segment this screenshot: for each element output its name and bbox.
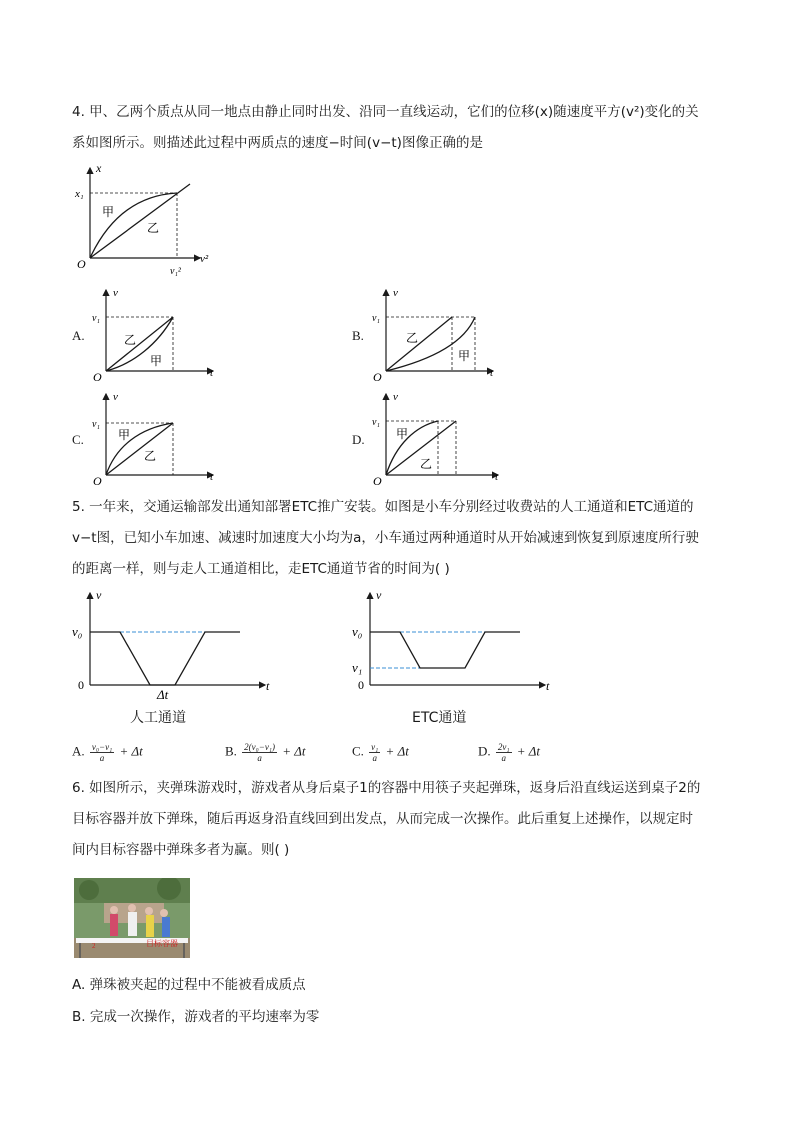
marble-game-photo <box>74 878 190 958</box>
q5-choice-c-label: C. <box>352 743 364 759</box>
opt-c-o: O <box>93 474 102 488</box>
q4-line-2: 系如图所示。则描述此过程中两质点的速度−时间(v−t)图像正确的是 <box>72 135 483 151</box>
q5-choice-a-tail: + Δt <box>119 743 143 759</box>
opt-b-upper: 乙 <box>406 331 419 345</box>
q5l-v: v <box>96 588 102 602</box>
q4-main-graph <box>70 160 230 280</box>
q4-option-d-label[interactable]: D. <box>352 432 365 447</box>
q6-line-1: 6. 如图所示，夹弹珠游戏时，游戏者从身后桌子1的容器中用筷子夹起弹珠，返身后沿直线运送到桌子2的 <box>72 780 701 796</box>
q5-choice-c[interactable] <box>352 742 409 763</box>
q5r-v0: v₀ <box>352 624 363 639</box>
q5-choice-b-num: 2(v₀−v₁) <box>244 742 275 752</box>
opt-a-t: t <box>210 367 214 379</box>
opt-c-lower: 乙 <box>144 449 157 463</box>
q5-choice-d-label: D. <box>478 743 491 759</box>
line-yi <box>90 184 190 258</box>
q5-etc-lane-graph <box>350 585 560 705</box>
q5-choice-b[interactable] <box>225 742 306 763</box>
q4-option-a-graph[interactable] <box>88 284 223 384</box>
q5-choice-d[interactable] <box>478 742 540 763</box>
q4-line-1: 4. 甲、乙两个质点从同一地点由静止同时出发、沿同一直线运动，它们的位移(x)随速度平方(v²)变化的关 <box>72 104 699 120</box>
q5-choice-a[interactable] <box>72 742 143 763</box>
opt-c-t: t <box>210 471 214 483</box>
q5-choice-a-num: v₀−v₁ <box>91 742 113 752</box>
q5l-t: t <box>266 679 270 693</box>
q5r-zero: 0 <box>358 678 364 692</box>
opt-c-upper: 甲 <box>118 428 131 442</box>
q5l-delta: Δt <box>157 687 169 702</box>
q5-choice-d-num: 2v₁ <box>497 742 510 752</box>
q5-choice-c-den: a <box>372 753 377 763</box>
q6-line-2: 目标容器并放下弹珠，随后再返身沿直线回到出发点，从而完成一次操作。此后重复上述操作，以规定时 <box>72 811 693 827</box>
opt-d-v1: v₁ <box>372 417 380 428</box>
photo-target-text: 目标容器 <box>146 939 178 948</box>
opt-b-o: O <box>373 370 382 384</box>
opt-b-v: v <box>393 287 398 299</box>
q5-line-1: 5. 一年来，交通运输部发出通知部署ETC推广安装。如图是小车分别经过收费站的人工通道和ETC通道的 <box>72 499 694 515</box>
q4-option-b-label[interactable]: B. <box>352 328 364 343</box>
opt-a-v1: v₁ <box>92 313 100 324</box>
opt-d-lower: 乙 <box>420 457 433 471</box>
origin-label: O <box>77 257 86 271</box>
q4-option-b-graph[interactable] <box>368 284 503 384</box>
opt-d-upper: 甲 <box>396 427 409 441</box>
q5l-v0: v₀ <box>72 624 83 639</box>
opt-a-o: O <box>93 370 102 384</box>
opt-a-upper: 乙 <box>124 333 137 347</box>
opt-d-o: O <box>373 474 382 488</box>
y-label: x <box>96 161 102 175</box>
q4-option-a-label[interactable]: A. <box>72 328 85 343</box>
q5-left-caption: 人工通道 <box>130 710 186 726</box>
q5-manual-lane-graph <box>70 585 280 705</box>
q5-choice-c-frac <box>369 742 380 763</box>
q5-choice-a-frac <box>90 742 114 763</box>
q5-choice-b-tail: + Δt <box>282 743 306 759</box>
q5-choice-c-num: v₁ <box>371 742 379 752</box>
x-tick: v₁² <box>170 266 181 277</box>
q6-line-3: 间内目标容器中弹珠多者为赢。则( ) <box>72 842 290 858</box>
opt-a-v: v <box>113 287 118 299</box>
photo-table-number: 2 <box>92 942 96 950</box>
opt-c-v: v <box>113 391 118 403</box>
q5r-v1: v₁ <box>352 660 363 675</box>
opt-d-t: t <box>495 471 499 483</box>
x-label: v² <box>200 253 209 265</box>
opt-d-v: v <box>393 391 398 403</box>
q5-choice-d-frac <box>496 742 512 763</box>
y-tick: x₁ <box>75 188 84 200</box>
q5-choice-c-tail: + Δt <box>385 743 409 759</box>
q4-option-d-graph[interactable] <box>368 388 508 488</box>
q4-option-c-graph[interactable] <box>88 388 223 488</box>
q5-line-3: 的距离一样，则与走人工通道相比，走ETC通道节省的时间为( ) <box>72 561 450 577</box>
q5r-t: t <box>546 679 550 693</box>
opt-b-v1: v₁ <box>372 313 380 324</box>
q5-choice-b-label: B. <box>225 743 237 759</box>
q5l-zero: 0 <box>78 678 84 692</box>
q5-choice-d-den: a <box>501 753 506 763</box>
q5-choice-d-tail: + Δt <box>516 743 541 759</box>
q5-choice-a-den: a <box>99 753 105 763</box>
opt-b-lower: 甲 <box>458 349 471 363</box>
q4-option-c-label[interactable]: C. <box>72 432 84 447</box>
opt-c-v1: v₁ <box>92 419 100 430</box>
q5-choice-a-label: A. <box>72 743 85 759</box>
q6-option-a[interactable]: A. 弹珠被夹起的过程中不能被看成质点 <box>72 977 306 993</box>
label-yi: 乙 <box>147 221 160 235</box>
q5-line-2: v−t图，已知小车加速、减速时加速度大小均为a，小车通过两种通道时从开始减速到恢复到原速度所行驶 <box>72 530 699 546</box>
q5-choice-b-den: a <box>257 753 262 763</box>
label-jia: 甲 <box>102 205 115 219</box>
q6-option-b[interactable]: B. 完成一次操作，游戏者的平均速率为零 <box>72 1009 320 1025</box>
opt-a-lower: 甲 <box>150 354 163 368</box>
q5r-v: v <box>376 588 382 602</box>
opt-b-t: t <box>490 367 494 379</box>
q5-right-caption: ETC通道 <box>412 710 467 726</box>
q5-choice-b-frac <box>242 742 277 763</box>
